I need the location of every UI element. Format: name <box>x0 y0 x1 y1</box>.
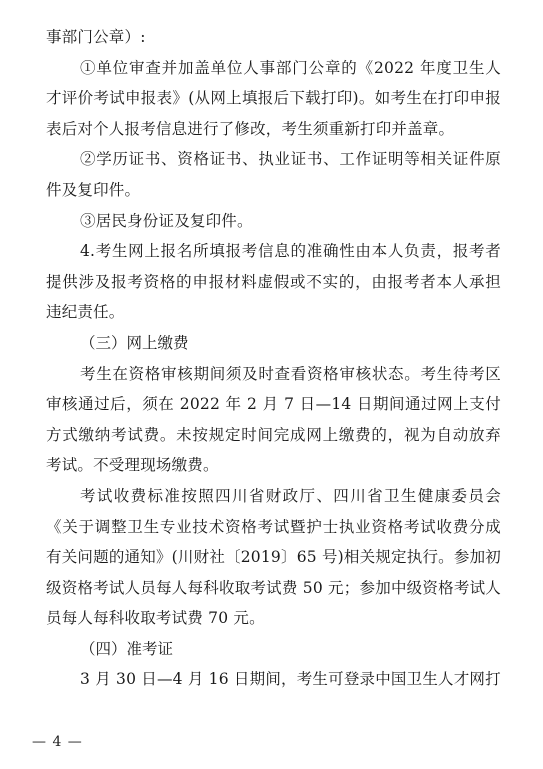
intro-line: 事部门公章）: <box>46 28 146 46</box>
requirement-item-1: ①单位审查并加盖单位人事部门公章的《2022 年度卫生人才评价考试申报表》(从网上填报后下载打印)。如考生在打印申报表后对个人报考信息进行了修改，考生须重新打印并盖章。 <box>46 58 501 138</box>
point-4-paragraph: 4.考生网上报名所填报考信息的准确性由本人负责，报考者提供涉及报考资格的申报材料虚假或不实的，由报考者本人承担违纪责任。 <box>46 242 501 322</box>
section-3-paragraph-2: 考试收费标准按照四川省财政厅、四川省卫生健康委员会《关于调整卫生专业技术资格考试暨护士执业资格考试收费分成有关问题的通知》(川财社〔2019〕65 号)相关规定执行。参加初级资格考试人员每人每科收取考试费 50 元；参加中级资格考试人员每人每科收取考试费 70 元。 <box>46 486 501 628</box>
page-number: — 4 — <box>32 734 83 750</box>
requirement-item-3: ③居民身份证及复印件。 <box>80 211 253 230</box>
section-4-paragraph-1: 3 月 30 日—4 月 16 日期间，考生可登录中国卫生人才网打 <box>80 670 501 689</box>
document-body <box>46 22 501 695</box>
section-3-heading: （三）网上缴费 <box>80 333 189 352</box>
section-4-heading: （四）准考证 <box>80 639 174 658</box>
section-3-paragraph-1: 考生在资格审核期间须及时查看资格审核状态。考生待考区审核通过后，须在 2022 年 2 月 7 日—14 日期间通过网上支付方式缴纳考试费。未按规定时间完成网上缴费的，视为自动放弃考试。不受理现场缴费。 <box>46 364 501 475</box>
requirement-item-2: ②学历证书、资格证书、执业证书、工作证明等相关证件原件及复印件。 <box>46 150 501 199</box>
